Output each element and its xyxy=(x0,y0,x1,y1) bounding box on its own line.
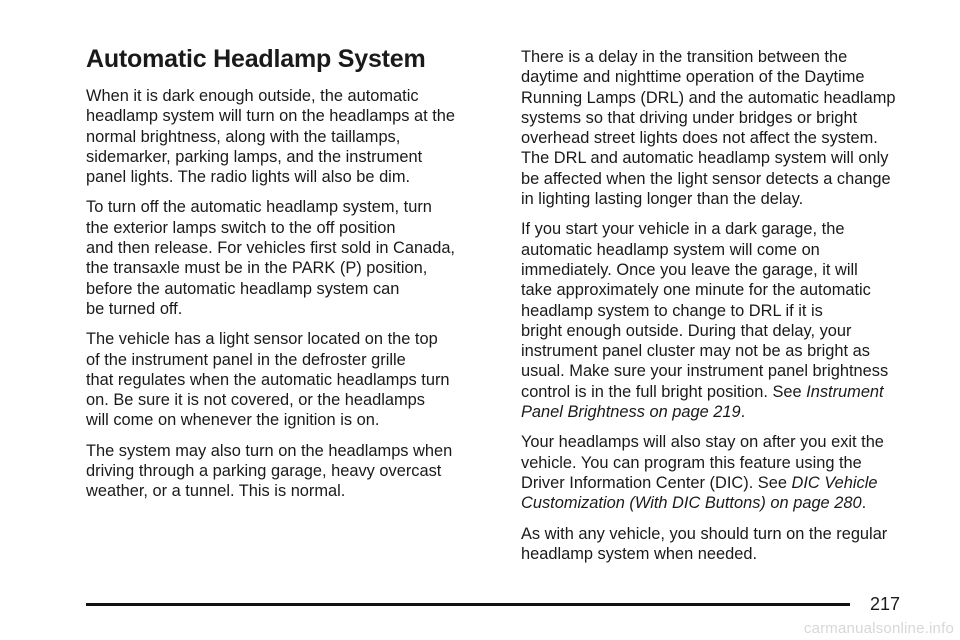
dic-vehicle-customization-reference: DIC Vehicle Customization (With DIC Buttons) on page 280 xyxy=(521,473,878,513)
right-column xyxy=(521,47,931,574)
period: . xyxy=(740,403,746,422)
left-column xyxy=(86,44,496,512)
paragraph-turn-off: To turn off the automatic headlamp system, turn the exterior lamps switch to the off position and then release. For vehicles first sold in Canada, the transaxle must be in the PARK (P) position, before the automatic headlamp system can be turned off. xyxy=(86,198,455,318)
paragraph-dark-garage-text: If you start your vehicle in a dark garage, the automatic headlamp system will come on immediately. Once you leave the garage, it will take approximately one minute for the automatic headlamp system to change to DRL if it is bright enough outside. During that delay, your instrument panel cluster may not be as bright as usual. Make sure your instrument panel brightness control is in the full bright position. See xyxy=(521,220,889,401)
instrument-panel-brightness-reference: Instrument Panel Brightness on page 219 xyxy=(521,382,884,422)
paragraph-light-sensor: The vehicle has a light sensor located on the top of the instrument panel in the defroster grille that regulates when the automatic headlamps turn on. Be sure it is not covered, or the headlamps will come on whenever the ignition is on. xyxy=(86,330,450,430)
footer-rule xyxy=(86,603,850,606)
paragraph-dark-garage xyxy=(521,219,931,422)
paragraph-regular-headlamp: As with any vehicle, you should turn on the regular headlamp system when needed. xyxy=(521,524,888,563)
section-heading: Automatic Headlamp System xyxy=(86,45,426,73)
page-number: 217 xyxy=(870,594,901,614)
period: . xyxy=(861,494,867,513)
paragraph-stay-on-text: Your headlamps will also stay on after you exit the vehicle. You can program this feature using the Driver Information Center (DIC). See xyxy=(521,433,884,492)
paragraph-parking-garage: The system may also turn on the headlamps when driving through a parking garage, heavy overcast weather, or a tunnel. This is normal. xyxy=(86,441,453,501)
paragraph-stay-on xyxy=(521,432,931,513)
paragraph-dark-outside: When it is dark enough outside, the automatic headlamp system will turn on the headlamps at the normal brightness, along with the taillamps, sidemarker, parking lamps, and the instrument panel lights. The radio lights will also be dim. xyxy=(86,87,455,187)
paragraph-transition-delay: There is a delay in the transition between the daytime and nighttime operation of the Daytime Running Lamps (DRL) and the automatic headlamp systems so that driving under bridges or bright overhead street lights does not affect the system. The DRL and automatic headlamp system will only be affected when the light sensor detects a change in lighting lasting longer than the delay. xyxy=(521,48,896,209)
watermark: carmanualsonline.info xyxy=(803,620,954,637)
